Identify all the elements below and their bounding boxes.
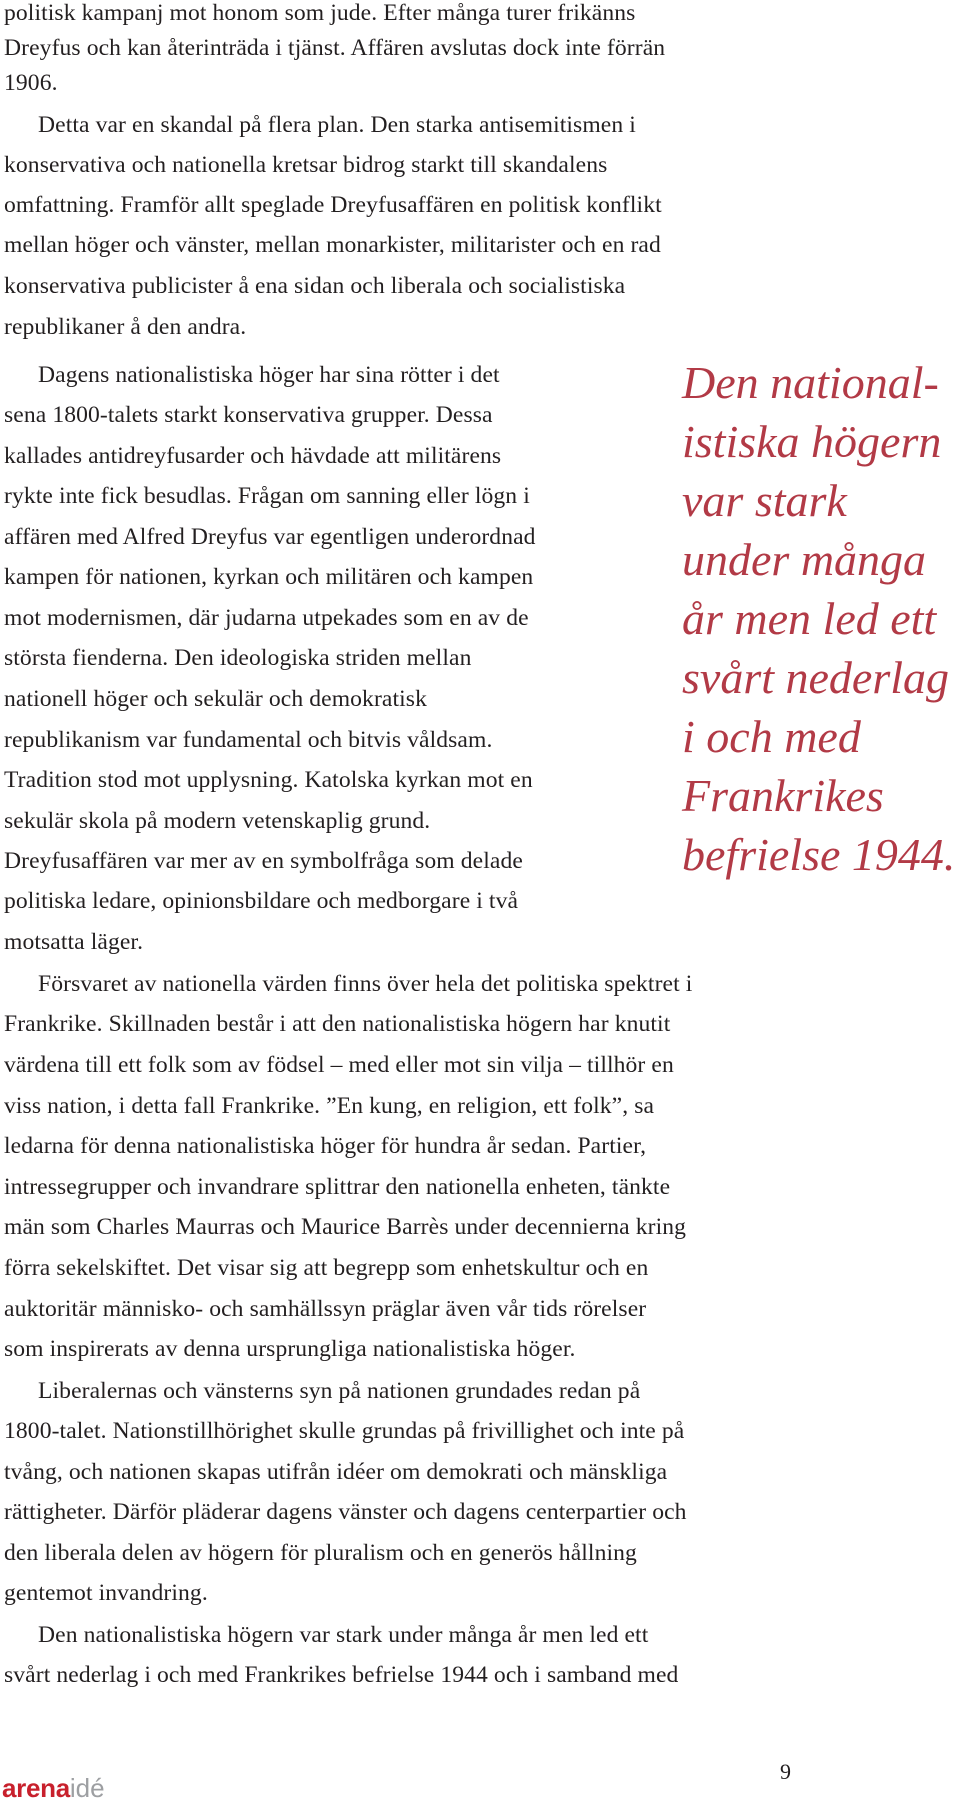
pull-quote-line: i och med <box>682 711 861 762</box>
body-line: konservativa publicister å ena sidan och liberala och socialistiska <box>4 273 626 299</box>
body-line: Dreyfus och kan återinträda i tjänst. Affären avslutas dock inte förrän <box>4 35 666 61</box>
pull-quote-line: var stark <box>682 475 847 526</box>
body-line: gentemot invandring. <box>4 1580 208 1606</box>
body-line: 1906. <box>4 70 58 96</box>
pull-quote-line: Frankrikes <box>682 770 884 821</box>
pull-quote-line: befrielse 1944. <box>682 829 956 880</box>
body-line: förra sekelskiftet. Det visar sig att begrepp som enhetskultur och en <box>4 1255 649 1281</box>
pull-quote <box>682 353 956 884</box>
body-line: mot modernismen, där judarna utpekades som en av de <box>4 605 529 631</box>
body-line: Tradition stod mot upplysning. Katolska kyrkan mot en <box>4 767 533 793</box>
body-line: politiska ledare, opinionsbildare och medborgare i två <box>4 888 519 914</box>
body-line: Dagens nationalistiska höger har sina rötter i det <box>38 362 500 388</box>
body-line: republikanism var fundamental och bitvis våldsam. <box>4 727 493 753</box>
body-line: män som Charles Maurras och Maurice Barrès under decennierna kring <box>4 1214 687 1240</box>
body-line: Försvaret av nationella värden finns över hela det politiska spektret i <box>38 971 693 997</box>
body-line: sekulär skola på modern vetenskaplig grund. <box>4 808 431 834</box>
body-line: Dreyfusaffären var mer av en symbolfråga som delade <box>4 848 523 874</box>
body-line: som inspirerats av denna ursprungliga nationalistiska höger. <box>4 1336 576 1362</box>
body-line: Frankrike. Skillnaden består i att den nationalistiska högern har knutit <box>4 1011 671 1037</box>
logo-wordmark-ide: idé <box>69 1773 105 1803</box>
body-line: Detta var en skandal på flera plan. Den starka antisemitismen i <box>38 112 636 138</box>
body-line: sena 1800-talets starkt konservativa grupper. Dessa <box>4 402 493 428</box>
body-line: Liberalernas och vänsterns syn på nationen grundades redan på <box>38 1378 641 1404</box>
body-line: politisk kampanj mot honom som jude. Efter många turer frikänns <box>4 0 636 26</box>
arenaide-logo <box>2 1775 105 1801</box>
body-line: tvång, och nationen skapas utifrån idéer om demokrati och mänskliga <box>4 1459 668 1485</box>
body-line: omfattning. Framför allt speglade Dreyfusaffären en politisk konflikt <box>4 192 662 218</box>
body-line: affären med Alfred Dreyfus var egentligen underordnad <box>4 524 536 550</box>
body-line: mellan höger och vänster, mellan monarkister, militarister och en rad <box>4 232 661 258</box>
body-line: 1800-talet. Nationstillhörighet skulle grundas på frivillighet och inte på <box>4 1418 685 1444</box>
body-line: rykte inte fick besudlas. Frågan om sanning eller lögn i <box>4 483 530 509</box>
pull-quote-line: svårt nederlag <box>682 652 950 703</box>
body-line: största fienderna. Den ideologiska striden mellan <box>4 645 472 671</box>
body-line: kampen för nationen, kyrkan och militären och kampen <box>4 564 534 590</box>
body-line: konservativa och nationella kretsar bidrog starkt till skandalens <box>4 152 608 178</box>
body-line: auktoritär människo- och samhällssyn präglar även vår tids rörelser <box>4 1296 647 1322</box>
body-line: ledarna för denna nationalistiska höger för hundra år sedan. Partier, <box>4 1133 647 1159</box>
body-line: den liberala delen av högern för pluralism och en generös hållning <box>4 1540 637 1566</box>
body-line: Den nationalistiska högern var stark under många år men led ett <box>38 1622 649 1648</box>
body-line: rättigheter. Därför pläderar dagens vänster och dagens centerpartier och <box>4 1499 687 1525</box>
body-line: motsatta läger. <box>4 929 144 955</box>
body-line: kallades antidreyfusarder och hävdade att militärens <box>4 443 502 469</box>
logo-wordmark-arena: arena <box>2 1773 70 1803</box>
body-line: svårt nederlag i och med Frankrikes befrielse 1944 och i samband med <box>4 1662 679 1688</box>
body-line: nationell höger och sekulär och demokratisk <box>4 686 427 712</box>
page-number: 9 <box>780 1759 791 1784</box>
body-line: republikaner å den andra. <box>4 314 247 340</box>
pull-quote-line: under många <box>682 534 927 585</box>
pull-quote-line: Den national- <box>682 357 939 408</box>
pull-quote-line: istiska högern <box>682 416 942 467</box>
body-line: viss nation, i detta fall Frankrike. ”En kung, en religion, ett folk”, sa <box>4 1093 655 1119</box>
body-line: värdena till ett folk som av födsel – med eller mot sin vilja – tillhör en <box>4 1052 674 1078</box>
pull-quote-line: år men led ett <box>682 593 937 644</box>
body-line: intressegrupper och invandrare splittrar den nationella enheten, tänkte <box>4 1174 671 1200</box>
